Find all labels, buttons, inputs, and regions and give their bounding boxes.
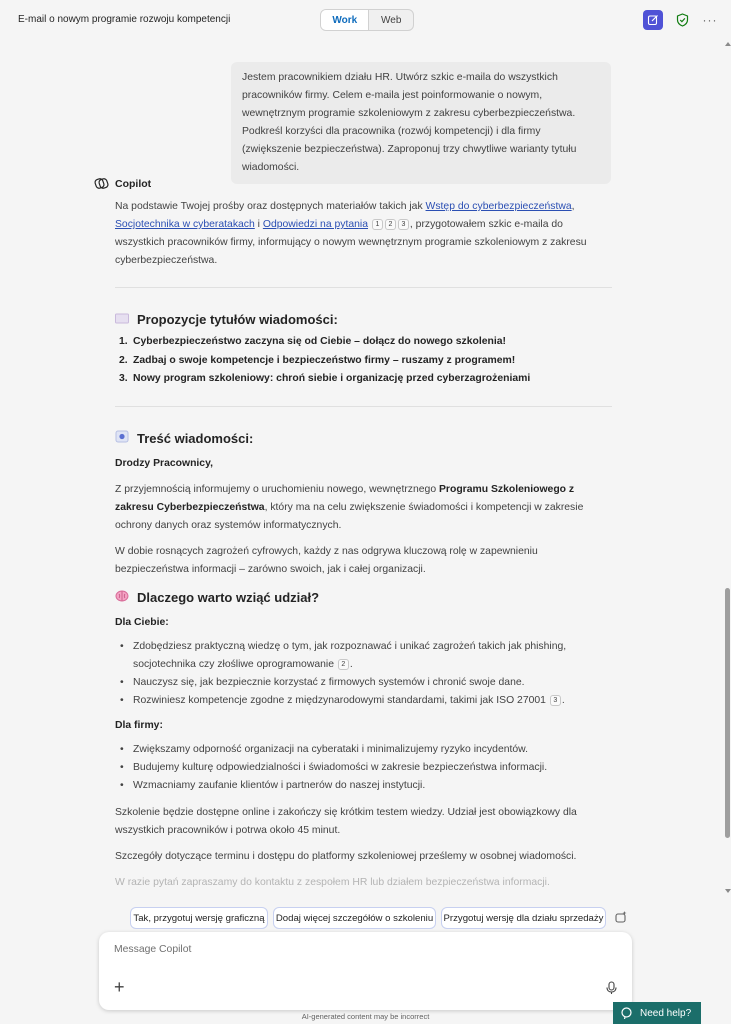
add-attachment-icon[interactable]: + (114, 977, 125, 997)
prompt-suggestions-icon[interactable] (614, 910, 628, 927)
citation-2[interactable]: 2 (338, 659, 349, 670)
copilot-name: Copilot (115, 177, 152, 190)
paragraph-details: Szczegóły dotyczące terminu i dostępu do platformy szkoleniowej prześlemy w osobnej wiadomości. (115, 851, 577, 862)
title-option-3: 3. Nowy program szkoleniowy: chroń siebie i organizację przed cyberzagrożeniami (119, 373, 531, 384)
conversation-title: E-mail o nowym programie rozwoju kompetencji (18, 14, 231, 25)
body-heading: Treść wiadomości: (115, 430, 253, 446)
divider (115, 406, 612, 407)
list-item: • Nauczysz się, jak bezpiecznie korzystać z firmowych systemów i chronić swoje dane. (120, 674, 610, 692)
why-heading: Dlaczego warto wziąć udział? (115, 590, 319, 605)
new-chat-button[interactable] (643, 10, 663, 30)
link-odpowiedzi[interactable]: Odpowiedzi na pytania (262, 219, 369, 230)
link-socjotechnika[interactable]: Socjotechnika w cyberatakach (115, 219, 255, 230)
protection-button[interactable] (672, 10, 692, 30)
question-bubble-icon (621, 1007, 632, 1019)
message-input[interactable] (114, 944, 594, 955)
message-composer (99, 932, 632, 1010)
paragraph-intro: Z przyjemnością informujemy o uruchomieniu nowego, wewnętrznego Programu Szkoleniowego z zakresu Cyberbezpieczeństwa, który ma na celu zwiększenie świadomości i kompetencji w zakresie ochrony danych oraz systemów informatycznych. (115, 484, 584, 531)
paragraph-contact: W razie pytań zapraszamy do kontaktu z zespołem HR lub działem bezpieczeństwa informacji. (115, 877, 550, 888)
for-you-label: Dla Ciebie: (115, 617, 169, 628)
list-item: • Rozwiniesz kompetencje zgodne z międzynarodowymi standardami, takimi jak ISO 27001 3 . (120, 692, 610, 710)
microphone-icon[interactable] (606, 981, 617, 998)
citation-3[interactable]: 3 (550, 695, 561, 706)
need-help-button[interactable]: Need help? (613, 1002, 701, 1024)
copilot-header (94, 176, 151, 191)
list-item: • Wzmacniamy zaufanie klientów i partnerów do naszej instytucji. (120, 777, 610, 795)
for-company-label: Dla firmy: (115, 720, 163, 731)
greeting: Drodzy Pracownicy, (115, 458, 213, 469)
work-web-toggle[interactable] (320, 9, 414, 31)
title-option-1: 1. Cyberbezpieczeństwo zaczyna się od Ciebie – dołącz do nowego szkolenia! (119, 336, 507, 347)
citation-3[interactable]: 3 (398, 219, 409, 230)
top-bar (0, 0, 731, 40)
divider (115, 287, 612, 288)
suggestion-sales-version[interactable]: Przygotuj wersję dla działu sprzedaży (441, 907, 606, 929)
link-wstep[interactable]: Wstęp do cyberbezpieczeństwa (425, 201, 572, 212)
scroll-down-arrow-icon[interactable] (725, 889, 731, 893)
more-options-button[interactable]: ··· (702, 13, 718, 27)
scroll-up-arrow-icon[interactable] (725, 42, 731, 46)
citation-2[interactable]: 2 (385, 219, 396, 230)
envelope-icon (115, 312, 129, 327)
title-option-2: 2. Zadbaj o swoje kompetencje i bezpieczeństwo firmy – ruszamy z programem! (119, 355, 516, 366)
tab-work[interactable]: Work (321, 10, 369, 30)
shield-check-icon (676, 13, 689, 27)
list-item: • Zwiększamy odporność organizacji na cyberataki i minimalizujemy ryzyko incydentów. (120, 741, 610, 759)
list-item: • Zdobędziesz praktyczną wiedzę o tym, jak rozpoznawać i unikać zagrożeń takich jak phishing, socjotechnika czy złośliwe oprogramowanie 2 . (120, 638, 610, 674)
response-intro: Na podstawie Twojej prośby oraz dostępnych materiałów takich jak Wstęp do cyberbezpieczeństwa, Socjotechnika w cyberatakach i Odpowiedzi na pytania 1 2 3 , przygotowałem szkic e-maila do wszystkich pracowników firmy, informujący o nowym wewnętrznym programie szkoleniowym z zakresu cyberbezpieczeństwa. (115, 201, 587, 266)
brain-icon (115, 590, 129, 605)
letter-icon (115, 430, 129, 446)
copilot-logo-icon (94, 176, 109, 191)
user-message: Jestem pracownikiem działu HR. Utwórz szkic e-maila do wszystkich pracowników firmy. Celem e-maila jest poinformowanie o nowym, wewnętrznym programie szkoleniowym z zakresu cyberbezpieczeństwa. Podkreśl korzyści dla pracownika (rozwój kompetencji) i dla firmy (zwiększenie bezpieczeństwa). Zaproponuj trzy chwytliwe warianty tytułu wiadomości. (231, 62, 611, 184)
tab-web[interactable]: Web (381, 14, 402, 26)
compose-icon (647, 14, 659, 26)
titles-heading: Propozycje tytułów wiadomości: (115, 312, 338, 327)
ai-disclaimer: AI-generated content may be incorrect (301, 1012, 430, 1021)
paragraph-online: Szkolenie będzie dostępne online i zakończy się krótkim testem wiedzy. Udział jest obowiązkowy dla wszystkich pracowników i potrwa około 45 minut. (115, 807, 577, 836)
citation-1[interactable]: 1 (372, 219, 383, 230)
scrollbar[interactable] (724, 40, 731, 895)
scrollbar-thumb[interactable] (725, 588, 730, 838)
suggestion-more-details[interactable]: Dodaj więcej szczegółów o szkoleniu (273, 907, 436, 929)
list-item: • Budujemy kulturę odpowiedzialności i świadomości w zakresie bezpieczeństwa informacji. (120, 759, 610, 777)
paragraph-threats: W dobie rosnących zagrożeń cyfrowych, każdy z nas odgrywa kluczową rolę w zapewnieniu bezpieczeństwa informacji – zarówno swoich, jak i całej organizacji. (115, 546, 538, 575)
suggestion-graphic-version[interactable]: Tak, przygotuj wersję graficzną (130, 907, 268, 929)
